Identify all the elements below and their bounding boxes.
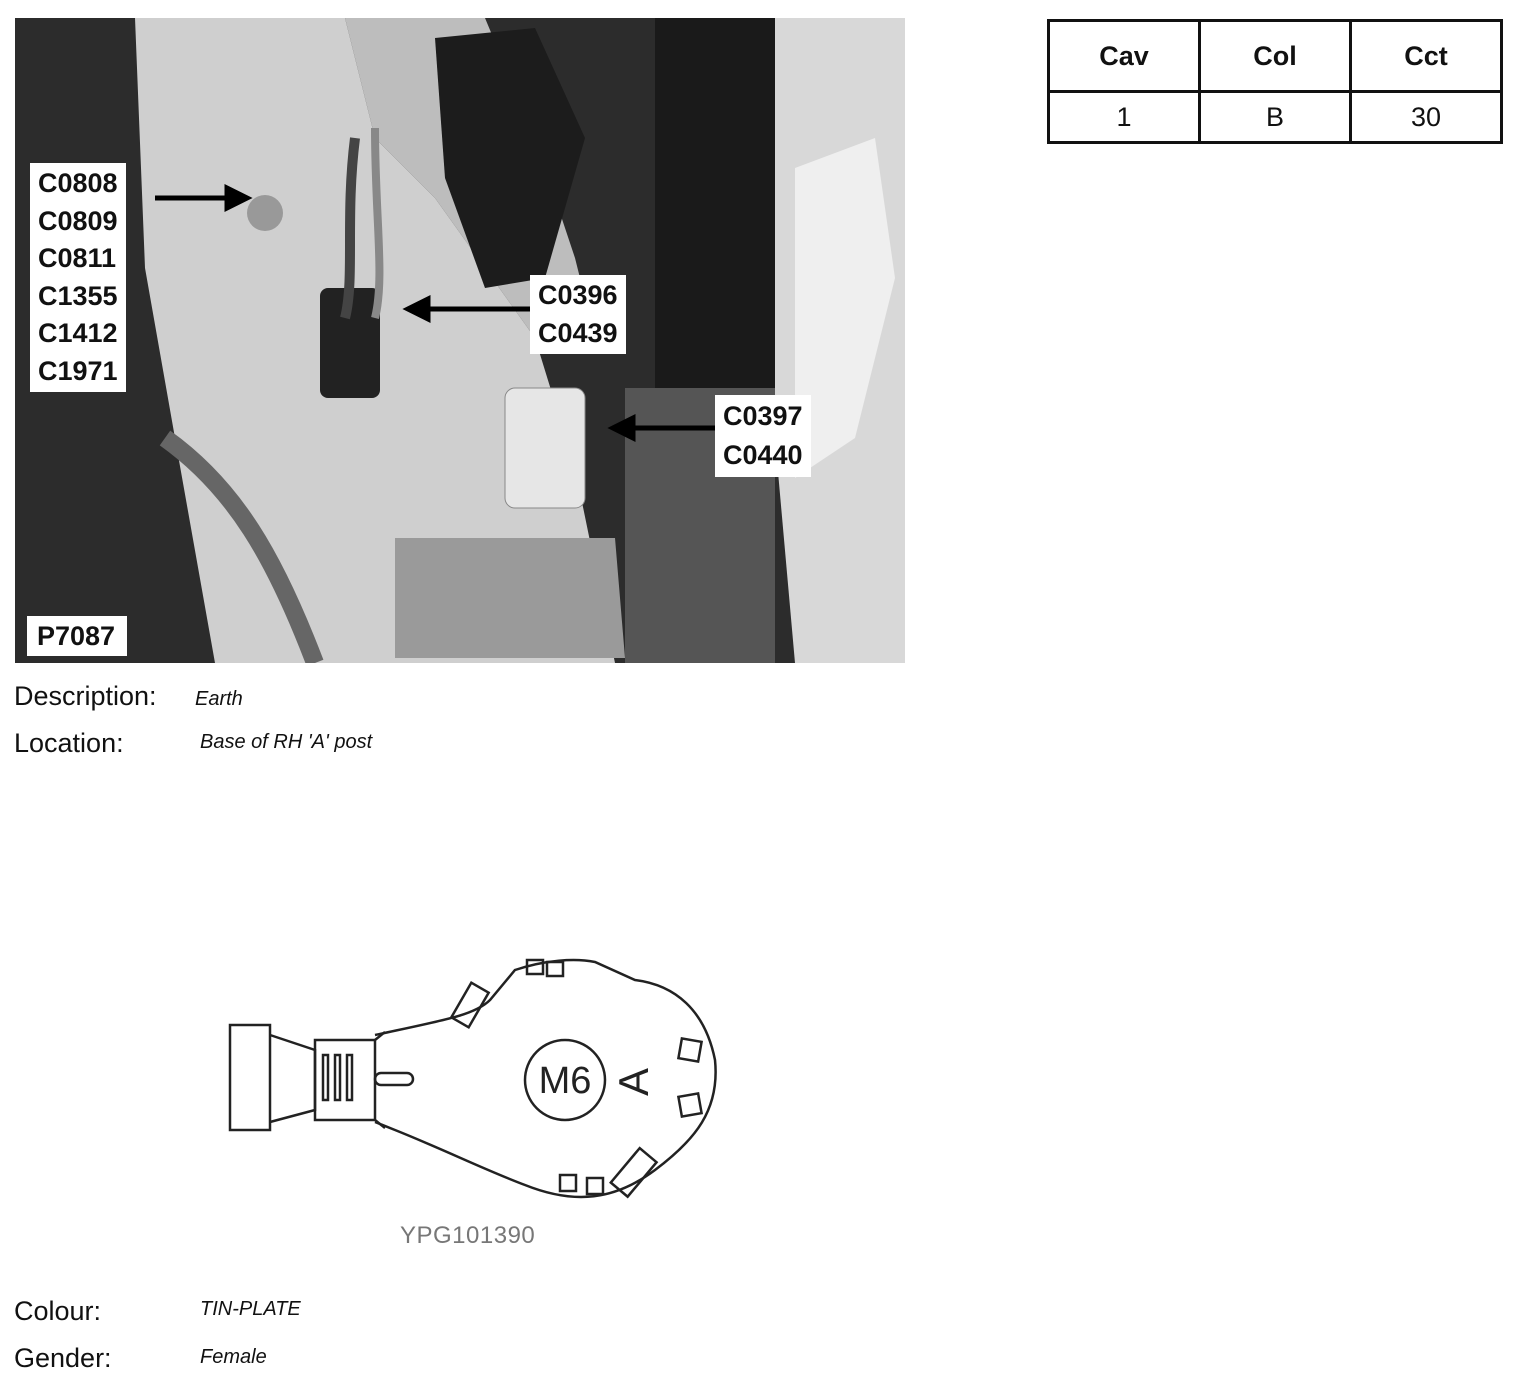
colour-value: TIN-PLATE: [200, 1298, 301, 1320]
cell-cav: 1: [1049, 92, 1200, 143]
vehicle-interior-photo: [15, 18, 905, 663]
callout-earth-connectors: C0808 C0809 C0811 C1355 C1412 C1971: [30, 163, 126, 392]
description-label: Description:: [14, 681, 157, 711]
gender-label: Gender:: [14, 1343, 112, 1373]
callout-c0397-c0440: C0397 C0440: [715, 395, 811, 477]
header-cav: Cav: [1049, 21, 1200, 92]
photo-id: P7087: [27, 616, 127, 656]
callout-c0396-c0439: C0396 C0439: [530, 275, 626, 354]
gender-value: Female: [200, 1346, 267, 1368]
location-label: Location:: [14, 728, 124, 758]
ring-terminal-diagram: [215, 940, 735, 1220]
table-row: [1049, 92, 1502, 143]
header-col: Col: [1200, 21, 1351, 92]
connector-location-photo: [15, 18, 905, 663]
colour-label: Colour:: [14, 1296, 102, 1326]
header-cct: Cct: [1351, 21, 1502, 92]
cell-col: B: [1200, 92, 1351, 143]
description-value: Earth: [195, 688, 243, 710]
stud-size-label: M6: [538, 1060, 592, 1102]
terminal-letter: A: [610, 1067, 657, 1097]
cell-cct: 30: [1351, 92, 1502, 143]
pin-table: [1047, 19, 1503, 144]
table-header-row: [1049, 21, 1502, 92]
part-number: YPG101390: [400, 1222, 536, 1249]
location-value: Base of RH 'A' post: [200, 731, 373, 753]
